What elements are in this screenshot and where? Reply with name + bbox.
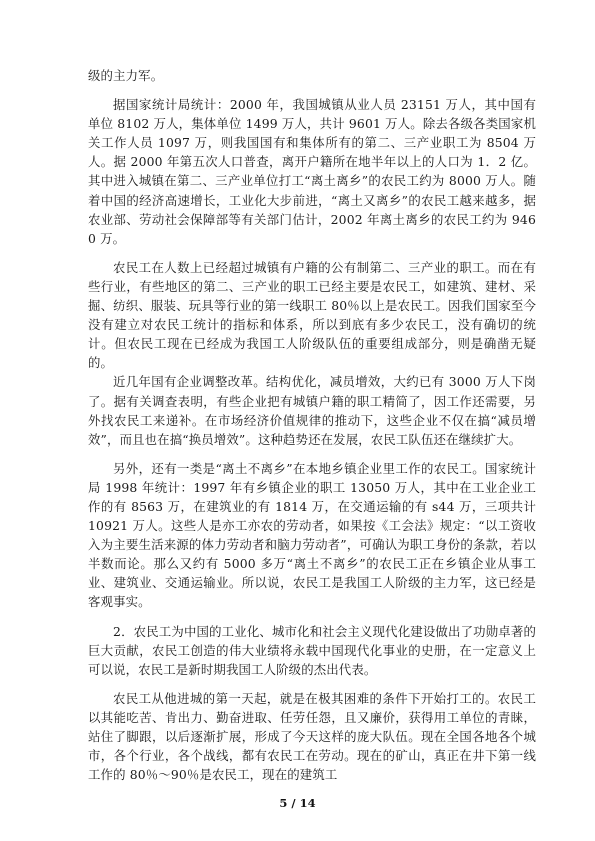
paragraph-gap xyxy=(88,85,536,95)
page-body xyxy=(88,66,536,784)
paragraph-gap xyxy=(88,248,536,258)
paragraph-continuation: 级的主力军。 xyxy=(88,68,164,83)
paragraph-soe-reform: 近几年国有企业调整改革。结构优化，减员增效，大约已有 3000 万人下岗了。据有关调查表明，有些企业把有城镇户籍的职工精简了，因工作还需要，另外找农民工来递补。在市场经济价值规律的推动下，这些企业不仅在搞“减员增效”，而且也在搞“换员增效”。这种趋势还在发展，农民工队伍还在继续扩大。 xyxy=(88,374,536,447)
paragraph-section-2-heading: 2．农民工为中国的工业化、城市化和社会主义现代化建设做出了功勋卓著的巨大贡献，农民工创造的伟大业绩将永载中国现代化事业的史册，在一定意义上可以说，农民工是新时期我国工人阶级的杰出代表。 xyxy=(88,623,536,677)
paragraph-gap xyxy=(88,449,536,459)
page-number: 5 / 14 xyxy=(279,796,316,810)
paragraph-first-day: 农民工从他进城的第一天起，就是在极其困难的条件下开始打工的。农民工以其能吃苦、肯出力、勤奋进取、任劳任怨，且又廉价，获得用工单位的青睐，站住了脚跟，以后逐渐扩展，形成了今天这样的庞大队伍。现在全国各地各个城市，各个行业，各个战线，都有农民工在劳动。现在的矿山，真正在井下第一线工作的 80％～90％是农民工，现在的建筑工 xyxy=(88,690,536,783)
paragraph-township-enterprise: 另外，还有一类是“离土不离乡”在本地乡镇企业里工作的农民工。国家统计局 1998 年统计：1997 年有乡镇企业的职工 13050 万人，其中在工业企业工作的有 8563 万，在建筑业的有 1814 万，在交通运输的有 s44 万，三项共计 10921 万人。这些人是亦工亦农的劳动者，如果按《工会法》规定：“以工资收入为主要生活来源的体力劳动者和脑力劳动者”，可确认为职工身份的条款，若以半数而论。那么又约有 5000 多万“离土不离乡”的农民工正在乡镇企业从事工业、建筑业、交通运输业。所以说，农民工是我国工人阶级的主力军，这已经是客观事实。 xyxy=(88,460,536,610)
paragraph-gap xyxy=(88,612,536,622)
paragraph-gap xyxy=(88,679,536,689)
paragraph-statistics-2000: 据国家统计局统计：2000 年，我国城镇从业人员 23151 万人，其中国有单位 8102 万人，集体单位 1499 万人，共计 9601 万人。除去各级各类国家机关工作人员 1097 万，则我国国有和集体所有的第二、三产业职工为 8504 万人。据 2000 年第五次人口普查，离开户籍所在地半年以上的人口为 1．2 亿。其中进入城镇在第二、三产业单位打工“离土离乡”的农民工约为 8000 万人。随着中国的经济高速增长，工业化大步前进，“离土又离乡”的农民工越来越多，据农业部、劳动社会保障部等有关部门估计，2002 年离土离乡的农民工约为 9460 万。 xyxy=(88,97,536,246)
paragraph-worker-count: 农民工在人数上已经超过城镇有户籍的公有制第二、三产业的职工。而在有些行业，有些地区的第二、三产业的职工已经主要是农民工，如建筑、建材、采掘、纺织、服装、玩具等行业的第一线职工 80％以上是农民工。因我们国家至今没有建立对农民工统计的指标和体系，所以到底有多少农民工，没有确切的统计。但农民工现在已经成为我国工人阶级队伍的重要组成部分，则是确凿无疑的。 xyxy=(88,259,536,371)
